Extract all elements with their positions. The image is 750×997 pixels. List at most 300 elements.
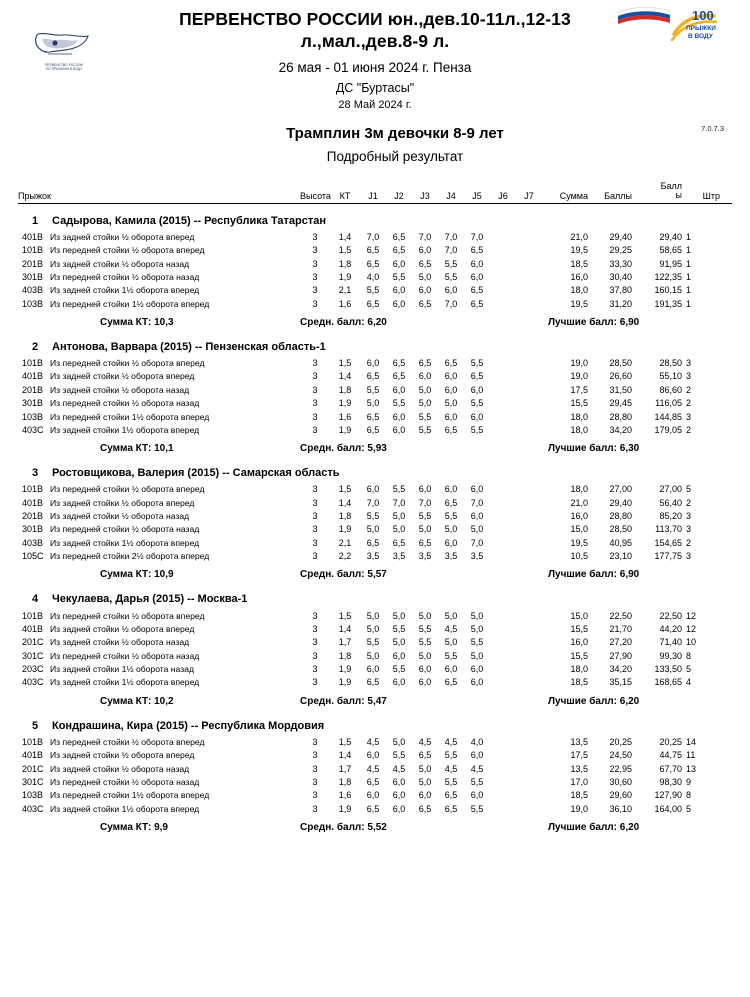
athlete-header[interactable] bbox=[18, 467, 732, 479]
dive-sum: 18,0 bbox=[570, 484, 588, 495]
federation-logo-caption: ПЕРВЕНСТВО РОССИИ ПО ПРЫЖКАМ В ВОДУ bbox=[44, 63, 84, 71]
athlete-name: Садырова, Камила (2015) -- Республика Татарстан bbox=[52, 214, 327, 227]
competition-title bbox=[138, 8, 612, 53]
judge-score-1: 6,0 bbox=[366, 750, 380, 761]
dive-height: 3 bbox=[312, 371, 318, 382]
summary-best-score: Лучшие балл: 6,90 bbox=[548, 316, 640, 328]
athlete-rank: 4 bbox=[31, 593, 39, 606]
dive-total: 86,60 bbox=[659, 384, 682, 395]
dive-dd: 2,2 bbox=[338, 551, 352, 562]
judge-score-1: 5,0 bbox=[366, 524, 380, 535]
judge-score-4: 6,5 bbox=[444, 677, 458, 688]
table-row bbox=[18, 271, 732, 284]
dive-description: Из передней стойки ½ оборота назад bbox=[50, 271, 200, 282]
dive-dd: 1,8 bbox=[338, 511, 352, 522]
table-row bbox=[18, 397, 732, 410]
dive-dd: 2,1 bbox=[338, 285, 352, 296]
dive-points: 29,40 bbox=[609, 231, 632, 242]
dive-penalty: 14 bbox=[686, 736, 697, 747]
athlete-block bbox=[18, 593, 732, 708]
judge-score-5: 6,5 bbox=[470, 285, 484, 296]
dive-points: 34,20 bbox=[609, 664, 632, 675]
dive-points: 28,80 bbox=[609, 511, 632, 522]
dive-penalty: 1 bbox=[686, 271, 692, 282]
dive-total: 179,05 bbox=[654, 424, 682, 435]
dive-description: Из задней стойки 1½ оборота назад bbox=[50, 664, 194, 675]
dive-code: 301B bbox=[22, 398, 44, 409]
summary-total-dd: Сумма КТ: 10,3 bbox=[100, 316, 174, 328]
dive-points: 35,15 bbox=[609, 677, 632, 688]
judge-score-2: 6,0 bbox=[392, 424, 406, 435]
dive-points: 22,50 bbox=[609, 610, 632, 621]
dive-height: 3 bbox=[312, 776, 318, 787]
judge-score-1: 6,5 bbox=[366, 411, 380, 422]
judge-score-2: 6,0 bbox=[392, 258, 406, 269]
table-row bbox=[18, 257, 732, 270]
dive-dd: 1,6 bbox=[338, 298, 352, 309]
athlete-block bbox=[18, 341, 732, 456]
judge-score-5: 6,0 bbox=[470, 384, 484, 395]
results-table bbox=[18, 182, 732, 835]
dive-points: 33,30 bbox=[609, 258, 632, 269]
dive-height: 3 bbox=[312, 650, 318, 661]
dive-dd: 1,8 bbox=[338, 776, 352, 787]
dive-dd: 1,7 bbox=[338, 763, 352, 774]
table-row bbox=[18, 523, 732, 536]
competition-dates: 26 мая - 01 июня 2024 г. Пенза bbox=[278, 59, 472, 75]
dive-points: 31,50 bbox=[609, 384, 632, 395]
dive-dd: 1,4 bbox=[338, 231, 352, 242]
judge-score-2: 6,0 bbox=[392, 298, 406, 309]
dive-total: 22,50 bbox=[659, 610, 682, 621]
svg-text:В ВОДУ: В ВОДУ bbox=[688, 33, 713, 40]
dive-code: 201B bbox=[22, 258, 44, 269]
dive-points: 28,50 bbox=[609, 358, 632, 369]
dive-height: 3 bbox=[312, 664, 318, 675]
judge-score-3: 6,5 bbox=[418, 258, 432, 269]
judge-score-2: 5,0 bbox=[392, 524, 406, 535]
judge-score-1: 7,0 bbox=[366, 497, 380, 508]
dive-description: Из задней стойки ½ оборота вперед bbox=[50, 371, 195, 382]
judge-score-4: 5,5 bbox=[444, 271, 458, 282]
dive-dd: 1,9 bbox=[338, 271, 352, 282]
dive-height: 3 bbox=[312, 537, 318, 548]
judge-score-5: 6,5 bbox=[470, 245, 484, 256]
dive-total: 191,35 bbox=[654, 298, 682, 309]
dive-code: 403B bbox=[22, 285, 44, 296]
dive-code: 201C bbox=[22, 763, 44, 774]
judge-score-4: 7,0 bbox=[444, 298, 458, 309]
judge-score-3: 3,5 bbox=[418, 551, 432, 562]
judge-score-1: 6,5 bbox=[366, 677, 380, 688]
athlete-block bbox=[18, 720, 732, 835]
judge-score-2: 6,5 bbox=[392, 537, 406, 548]
dive-height: 3 bbox=[312, 258, 318, 269]
dive-penalty: 5 bbox=[686, 664, 692, 675]
dive-points: 29,45 bbox=[609, 398, 632, 409]
table-row bbox=[18, 298, 732, 311]
judge-score-2: 5,5 bbox=[392, 623, 406, 634]
athlete-rank: 2 bbox=[31, 340, 39, 353]
dive-height: 3 bbox=[312, 524, 318, 535]
athlete-list bbox=[18, 215, 732, 835]
column-header-j7: J7 bbox=[524, 190, 534, 201]
judge-score-1: 6,5 bbox=[366, 298, 380, 309]
dive-height: 3 bbox=[312, 497, 318, 508]
dive-total: 85,20 bbox=[659, 511, 682, 522]
summary-average-score: Средн. балл: 5,57 bbox=[300, 569, 387, 581]
athlete-summary bbox=[18, 816, 732, 835]
dive-penalty: 11 bbox=[686, 750, 696, 761]
dive-description: Из передней стойки ½ оборота назад bbox=[50, 650, 200, 661]
dive-code: 301B bbox=[22, 524, 44, 535]
judge-score-2: 6,5 bbox=[392, 371, 406, 382]
dive-points: 23,10 bbox=[609, 551, 632, 562]
athlete-rank: 3 bbox=[31, 467, 39, 480]
summary-best-score: Лучшие балл: 6,20 bbox=[548, 695, 640, 707]
athlete-summary bbox=[18, 690, 732, 709]
dive-points: 36,10 bbox=[609, 803, 632, 814]
dive-height: 3 bbox=[312, 623, 318, 634]
dive-description: Из передней стойки ½ оборота вперед bbox=[50, 245, 205, 256]
summary-total-dd: Сумма КТ: 9,9 bbox=[100, 821, 168, 833]
column-header-j1: J1 bbox=[368, 190, 378, 201]
dive-total: 91,95 bbox=[659, 258, 682, 269]
dive-sum: 19,0 bbox=[570, 358, 588, 369]
judge-score-2: 6,0 bbox=[392, 285, 406, 296]
judge-score-2: 3,5 bbox=[392, 551, 406, 562]
judge-score-3: 6,0 bbox=[418, 790, 432, 801]
dive-description: Из передней стойки ½ оборота вперед bbox=[50, 484, 205, 495]
table-row bbox=[18, 410, 732, 423]
column-header-j3: J3 bbox=[420, 190, 430, 201]
dive-dd: 2,1 bbox=[338, 537, 352, 548]
judge-score-2: 4,5 bbox=[392, 763, 406, 774]
dive-points: 29,40 bbox=[609, 497, 632, 508]
dive-code: 103B bbox=[22, 298, 44, 309]
judge-score-4: 6,0 bbox=[444, 484, 458, 495]
judge-score-1: 5,5 bbox=[366, 384, 380, 395]
dive-sum: 13,5 bbox=[570, 763, 588, 774]
table-row bbox=[18, 284, 732, 297]
dive-description: Из задней стойки 1½ оборота вперед bbox=[50, 677, 200, 688]
table-row bbox=[18, 537, 732, 550]
athlete-header[interactable] bbox=[18, 341, 732, 353]
dive-code: 101B bbox=[22, 245, 44, 256]
dive-sum: 18,0 bbox=[570, 664, 588, 675]
judge-score-1: 5,0 bbox=[366, 650, 380, 661]
dive-sum: 17,5 bbox=[570, 384, 588, 395]
column-header-total-line1: Балл bbox=[660, 180, 682, 191]
judge-score-5: 5,0 bbox=[470, 650, 484, 661]
judge-score-4: 5,5 bbox=[444, 511, 458, 522]
dive-penalty: 2 bbox=[686, 497, 692, 508]
dive-dd: 1,8 bbox=[338, 384, 352, 395]
athlete-rank: 5 bbox=[31, 719, 39, 732]
judge-score-4: 6,0 bbox=[444, 537, 458, 548]
dive-dd: 1,6 bbox=[338, 790, 352, 801]
dive-penalty: 3 bbox=[686, 551, 692, 562]
judge-score-5: 6,0 bbox=[470, 664, 484, 675]
dive-sum: 19,5 bbox=[570, 245, 588, 256]
dive-height: 3 bbox=[312, 298, 318, 309]
judge-score-1: 4,5 bbox=[366, 736, 380, 747]
judge-score-3: 6,0 bbox=[418, 677, 432, 688]
summary-average-score: Средн. балл: 6,20 bbox=[300, 316, 387, 328]
judge-score-5: 6,0 bbox=[470, 271, 484, 282]
dive-height: 3 bbox=[312, 763, 318, 774]
judge-score-4: 3,5 bbox=[444, 551, 458, 562]
dive-penalty: 1 bbox=[686, 285, 692, 296]
judge-score-3: 5,0 bbox=[418, 398, 432, 409]
dive-penalty: 5 bbox=[686, 484, 692, 495]
judge-score-3: 5,0 bbox=[418, 524, 432, 535]
dive-total: 55,10 bbox=[659, 371, 682, 382]
judge-score-5: 4,5 bbox=[470, 763, 484, 774]
judge-score-4: 5,5 bbox=[444, 750, 458, 761]
dive-sum: 15,5 bbox=[570, 623, 588, 634]
judge-score-1: 6,0 bbox=[366, 358, 380, 369]
table-row bbox=[18, 550, 732, 563]
athlete-header[interactable] bbox=[18, 215, 732, 227]
dive-points: 21,70 bbox=[609, 623, 632, 634]
dive-total: 133,50 bbox=[654, 664, 682, 675]
dive-penalty: 2 bbox=[686, 398, 692, 409]
judge-score-4: 4,5 bbox=[444, 736, 458, 747]
judge-score-5: 6,0 bbox=[470, 511, 484, 522]
dive-total: 67,70 bbox=[659, 763, 682, 774]
dive-code: 403C bbox=[22, 803, 44, 814]
svg-text:ПРЫЖКИ: ПРЫЖКИ bbox=[686, 25, 716, 32]
athlete-header[interactable] bbox=[18, 593, 732, 605]
dive-code: 403C bbox=[22, 677, 44, 688]
dive-description: Из задней стойки ½ оборота вперед bbox=[50, 750, 195, 761]
judge-score-2: 5,5 bbox=[392, 398, 406, 409]
dive-sum: 16,0 bbox=[570, 511, 588, 522]
dive-total: 122,35 bbox=[654, 271, 682, 282]
judge-score-3: 7,0 bbox=[418, 497, 432, 508]
judge-score-3: 5,0 bbox=[418, 776, 432, 787]
dive-code: 203C bbox=[22, 664, 44, 675]
dive-height: 3 bbox=[312, 271, 318, 282]
dive-dd: 1,5 bbox=[338, 610, 352, 621]
event-subtitle: Подробный результат bbox=[326, 148, 464, 164]
dive-description: Из задней стойки ½ оборота назад bbox=[50, 637, 190, 648]
judge-score-3: 5,0 bbox=[418, 763, 432, 774]
judge-score-3: 6,5 bbox=[418, 750, 432, 761]
dive-description: Из передней стойки ½ оборота назад bbox=[50, 524, 200, 535]
judge-score-2: 6,5 bbox=[392, 231, 406, 242]
judge-score-5: 5,5 bbox=[470, 637, 484, 648]
federation-logo bbox=[28, 30, 100, 71]
judge-score-1: 6,5 bbox=[366, 258, 380, 269]
dive-total: 154,65 bbox=[654, 537, 682, 548]
dive-height: 3 bbox=[312, 411, 318, 422]
dive-penalty: 12 bbox=[686, 610, 697, 621]
summary-average-score: Средн. балл: 5,47 bbox=[300, 695, 387, 707]
judge-score-4: 6,5 bbox=[444, 358, 458, 369]
judge-score-4: 5,5 bbox=[444, 258, 458, 269]
athlete-block bbox=[18, 467, 732, 582]
judge-score-3: 5,0 bbox=[418, 271, 432, 282]
judge-score-5: 5,5 bbox=[470, 424, 484, 435]
athlete-summary bbox=[18, 437, 732, 456]
dive-penalty: 1 bbox=[686, 231, 692, 242]
judge-score-4: 5,5 bbox=[444, 776, 458, 787]
judge-score-5: 5,0 bbox=[470, 610, 484, 621]
summary-total-dd: Сумма КТ: 10,2 bbox=[100, 695, 174, 707]
judge-score-4: 6,0 bbox=[444, 664, 458, 675]
dive-total: 164,00 bbox=[654, 803, 682, 814]
table-row bbox=[18, 650, 732, 663]
table-row bbox=[18, 776, 732, 789]
dive-sum: 19,5 bbox=[570, 298, 588, 309]
judge-score-2: 6,0 bbox=[392, 790, 406, 801]
judge-score-2: 7,0 bbox=[392, 497, 406, 508]
dive-sum: 16,0 bbox=[570, 637, 588, 648]
dive-total: 20,25 bbox=[659, 736, 682, 747]
dive-sum: 21,0 bbox=[570, 497, 588, 508]
dive-total: 27,00 bbox=[659, 484, 682, 495]
dive-dd: 1,9 bbox=[338, 664, 352, 675]
dive-code: 403C bbox=[22, 424, 44, 435]
table-row bbox=[18, 510, 732, 523]
summary-best-score: Лучшие балл: 6,20 bbox=[548, 821, 640, 833]
judge-score-2: 6,0 bbox=[392, 650, 406, 661]
judge-score-2: 6,0 bbox=[392, 384, 406, 395]
judge-score-5: 6,0 bbox=[470, 790, 484, 801]
judge-score-2: 5,5 bbox=[392, 271, 406, 282]
judge-score-5: 4,0 bbox=[470, 736, 484, 747]
athlete-rank: 1 bbox=[31, 214, 39, 227]
dive-points: 34,20 bbox=[609, 424, 632, 435]
table-row bbox=[18, 424, 732, 437]
dive-points: 27,90 bbox=[609, 650, 632, 661]
dive-penalty: 1 bbox=[686, 298, 692, 309]
athlete-name: Кондрашина, Кира (2015) -- Республика Мордовия bbox=[52, 719, 325, 732]
judge-score-5: 6,0 bbox=[470, 258, 484, 269]
judge-score-3: 5,5 bbox=[418, 637, 432, 648]
dive-points: 27,20 bbox=[609, 637, 632, 648]
judge-score-3: 5,0 bbox=[418, 650, 432, 661]
judge-score-1: 6,0 bbox=[366, 790, 380, 801]
dive-points: 24,50 bbox=[609, 750, 632, 761]
document-header bbox=[18, 0, 732, 164]
dive-total: 113,70 bbox=[655, 524, 682, 535]
dive-height: 3 bbox=[312, 424, 318, 435]
judge-score-2: 6,0 bbox=[392, 803, 406, 814]
judge-score-4: 6,5 bbox=[444, 424, 458, 435]
dive-height: 3 bbox=[312, 637, 318, 648]
column-header-dd: КТ bbox=[339, 190, 351, 201]
dive-total: 44,75 bbox=[659, 750, 682, 761]
dive-sum: 21,0 bbox=[570, 231, 588, 242]
judge-score-2: 5,0 bbox=[392, 736, 406, 747]
dive-description: Из передней стойки ½ оборота вперед bbox=[50, 358, 205, 369]
judge-score-5: 5,5 bbox=[470, 358, 484, 369]
dive-total: 144,85 bbox=[654, 411, 682, 422]
athlete-summary bbox=[18, 311, 732, 330]
dive-penalty: 3 bbox=[686, 358, 692, 369]
judge-score-3: 6,5 bbox=[418, 358, 432, 369]
dive-points: 30,60 bbox=[609, 776, 632, 787]
dive-height: 3 bbox=[312, 610, 318, 621]
dive-code: 103B bbox=[22, 790, 44, 801]
table-row bbox=[18, 231, 732, 244]
athlete-name: Ростовщикова, Валерия (2015) -- Самарская область bbox=[52, 467, 340, 480]
judge-score-2: 6,5 bbox=[392, 245, 406, 256]
athlete-header[interactable] bbox=[18, 720, 732, 732]
dive-sum: 15,5 bbox=[570, 650, 588, 661]
dive-sum: 18,5 bbox=[570, 790, 588, 801]
judge-score-4: 6,5 bbox=[444, 497, 458, 508]
dive-points: 37,80 bbox=[609, 285, 632, 296]
column-header-j2: J2 bbox=[394, 190, 404, 201]
dive-total: 127,90 bbox=[654, 790, 682, 801]
dive-sum: 15,0 bbox=[570, 524, 588, 535]
judge-score-3: 6,0 bbox=[418, 245, 432, 256]
judge-score-1: 6,5 bbox=[366, 776, 380, 787]
judge-score-2: 5,0 bbox=[392, 637, 406, 648]
judge-score-4: 5,0 bbox=[444, 610, 458, 621]
dive-dd: 1,4 bbox=[338, 371, 352, 382]
dive-points: 29,60 bbox=[609, 790, 632, 801]
judge-score-4: 5,5 bbox=[444, 650, 458, 661]
dive-code: 101B bbox=[22, 610, 44, 621]
dive-dd: 1,4 bbox=[338, 623, 352, 634]
dive-height: 3 bbox=[312, 398, 318, 409]
dive-height: 3 bbox=[312, 285, 318, 296]
column-header-j5: J5 bbox=[472, 190, 482, 201]
athlete-name: Антонова, Варвара (2015) -- Пензенская область-1 bbox=[52, 340, 326, 353]
summary-average-score: Средн. балл: 5,52 bbox=[300, 821, 387, 833]
dive-penalty: 2 bbox=[686, 384, 692, 395]
judge-score-1: 6,5 bbox=[366, 537, 380, 548]
dive-points: 27,00 bbox=[609, 484, 632, 495]
table-row bbox=[18, 357, 732, 370]
table-row bbox=[18, 749, 732, 762]
dive-dd: 1,5 bbox=[338, 358, 352, 369]
dive-total: 98,30 bbox=[659, 776, 682, 787]
dive-penalty: 3 bbox=[686, 524, 692, 535]
judge-score-1: 5,0 bbox=[366, 610, 380, 621]
event-logo-icon bbox=[614, 4, 726, 50]
dive-code: 301C bbox=[22, 650, 44, 661]
dive-code: 401B bbox=[22, 623, 44, 634]
dive-height: 3 bbox=[312, 677, 318, 688]
dive-description: Из передней стойки ½ оборота вперед bbox=[50, 736, 205, 747]
dive-sum: 18,0 bbox=[570, 285, 588, 296]
judge-score-3: 6,5 bbox=[418, 298, 432, 309]
judge-score-5: 6,5 bbox=[470, 298, 484, 309]
judge-score-4: 6,0 bbox=[444, 371, 458, 382]
dive-sum: 18,0 bbox=[570, 424, 588, 435]
judge-score-5: 6,0 bbox=[470, 677, 484, 688]
column-header-points: Баллы bbox=[604, 190, 632, 201]
dive-sum: 19,0 bbox=[570, 371, 588, 382]
judge-score-4: 6,0 bbox=[444, 285, 458, 296]
dive-sum: 18,0 bbox=[570, 411, 588, 422]
dive-height: 3 bbox=[312, 736, 318, 747]
dive-code: 401B bbox=[22, 231, 44, 242]
dive-penalty: 4 bbox=[686, 677, 692, 688]
dive-penalty: 8 bbox=[686, 790, 692, 801]
judge-score-1: 5,5 bbox=[366, 285, 380, 296]
dive-penalty: 2 bbox=[686, 424, 692, 435]
table-row bbox=[18, 762, 732, 775]
dive-sum: 15,5 bbox=[570, 398, 588, 409]
judge-score-5: 6,0 bbox=[470, 484, 484, 495]
